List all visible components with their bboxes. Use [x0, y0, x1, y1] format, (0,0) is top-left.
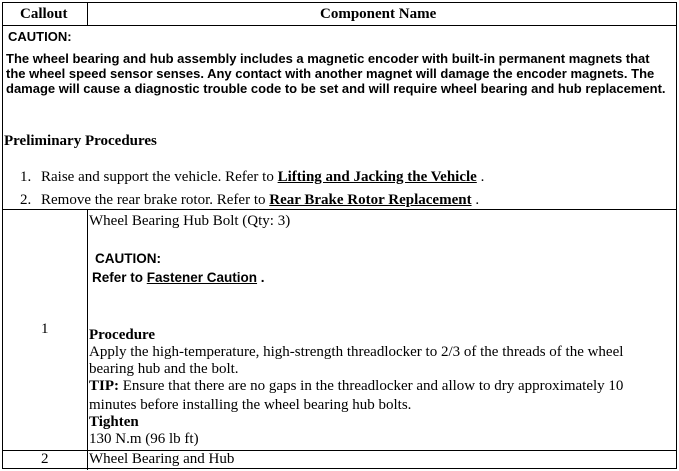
tip-label: TIP:: [89, 378, 119, 394]
row-2-callout: 2: [41, 451, 49, 467]
step-end: .: [476, 169, 485, 185]
row-1-tip-line-1: [89, 378, 623, 395]
header-column-divider: [87, 3, 88, 25]
caution-text: The wheel bearing and hub assembly includes a magnetic encoder with built-in permanent magnets that the wheel speed sensor senses. Any contact with another magnet will damage the encoder magnets. The damage will cause a diagnostic trouble code to be set and will require wheel bearing and hub replacement.: [6, 51, 666, 96]
component-name-column-header: Component Name: [320, 6, 437, 22]
tip-text: Ensure that there are no gaps in the threadlocker and allow to dry approximately 10: [119, 378, 624, 394]
step-number: 1.: [20, 169, 32, 185]
row-2-component-name: Wheel Bearing and Hub: [89, 451, 235, 467]
row-1-caution-title: CAUTION:: [95, 251, 161, 266]
body-column-divider: [87, 209, 88, 470]
preliminary-procedures-title: Preliminary Procedures: [4, 133, 157, 149]
callout-column-header: Callout: [20, 6, 68, 22]
caution-end: .: [257, 270, 265, 285]
row-1-component-name: Wheel Bearing Hub Bolt (Qty: 3): [89, 213, 291, 229]
row-1-procedure-line-2: bearing hub and the bolt.: [89, 361, 239, 377]
caution-title: CAUTION:: [8, 29, 72, 44]
row-1-tip-line-2: minutes before installing the wheel bearing hub bolts.: [89, 397, 412, 413]
preliminary-step-1: [20, 169, 484, 186]
row-1-callout: 1: [41, 321, 49, 337]
preliminary-step-2: [20, 192, 479, 209]
step-end: .: [471, 192, 480, 208]
fastener-caution-link[interactable]: Fastener Caution: [146, 270, 258, 285]
caution-prefix: Refer to: [92, 270, 147, 285]
procedure-document: [2, 2, 677, 469]
row-1-procedure-title: Procedure: [89, 327, 156, 343]
row-1-procedure-line-1: Apply the high-temperature, high-strength threadlocker to 2/3 of the threads of the wheel: [89, 344, 624, 360]
row-1-tighten-value: 130 N.m (96 lb ft): [89, 431, 199, 447]
preliminary-divider: [3, 209, 676, 210]
step-text: Raise and support the vehicle. Refer to: [41, 169, 278, 185]
step-text: Remove the rear brake rotor. Refer to: [41, 192, 270, 208]
row-1-caution-text: [92, 270, 265, 285]
rear-brake-rotor-link[interactable]: Rear Brake Rotor Replacement: [269, 192, 472, 208]
header-divider: [3, 25, 676, 26]
row-1-tighten-title: Tighten: [89, 414, 139, 430]
lifting-and-jacking-link[interactable]: Lifting and Jacking the Vehicle: [277, 169, 477, 185]
step-number: 2.: [20, 192, 32, 208]
